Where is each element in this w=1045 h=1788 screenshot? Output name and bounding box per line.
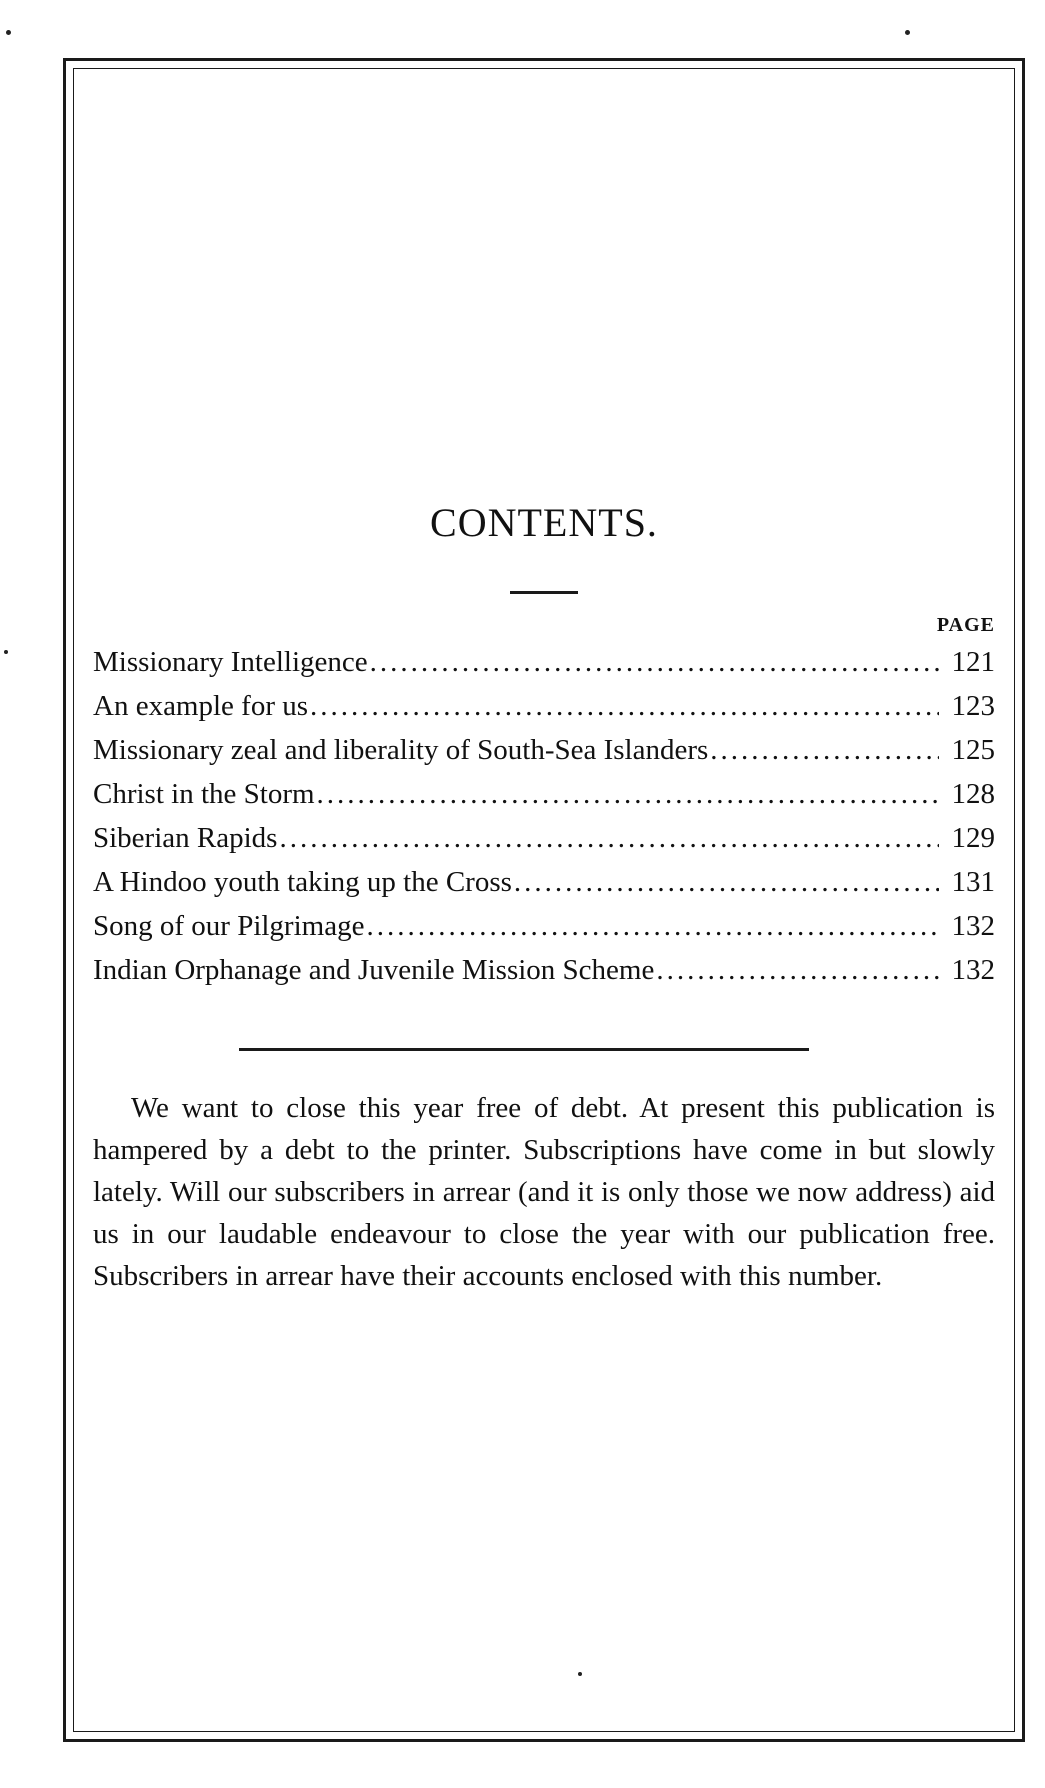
print-speck [6,30,11,35]
debt-notice-paragraph: We want to close this year free of debt. At present this publication is hampered by a debt to the printer. Subscriptions have come in but slowly lately. Will our subscribers in arrear (and it is only those we now address) aid us in our laudable endeavour to close the year with our publication free. Subscribers in arrear have their accounts enclosed with this number. [93,1091,995,1292]
toc-entry [93,640,995,684]
dot-leader [656,948,939,992]
toc-entry-page: 123 [951,690,995,722]
toc-entry-page: 131 [951,866,995,898]
toc-entry-title: A Hindoo youth taking up the Cross [93,866,512,898]
toc-entry-page: 128 [951,778,995,810]
toc-entry-title: Christ in the Storm [93,778,315,810]
print-speck [4,650,8,654]
toc-entry-title: Song of our Pilgrimage [93,910,365,942]
title-rule [510,591,578,594]
dot-leader [317,772,939,816]
dot-leader [366,904,939,948]
toc-entry [93,860,995,904]
dot-leader [710,728,939,772]
page-content [93,495,995,1297]
toc-entry-title: Indian Orphanage and Juvenile Mission Scheme [93,954,655,986]
toc-entry-title: Missionary zeal and liberality of South-Sea Islanders [93,734,709,766]
page-column-label: PAGE [936,614,995,636]
dot-leader [279,816,939,860]
toc-entry [93,772,995,816]
toc-entry [93,948,995,992]
table-of-contents [93,640,995,992]
toc-entry [93,904,995,948]
toc-entry-title: Siberian Rapids [93,822,278,854]
section-rule [239,1048,809,1051]
toc-entry [93,684,995,728]
toc-entry [93,816,995,860]
contents-title: CONTENTS. [430,500,658,545]
toc-entry [93,728,995,772]
toc-entry-page: 129 [951,822,995,854]
dot-leader [370,640,939,684]
toc-entry-page: 125 [951,734,995,766]
toc-entry-title: Missionary Intelligence [93,646,368,678]
toc-entry-page: 132 [951,954,995,986]
toc-entry-page: 121 [951,646,995,678]
dot-leader [514,860,939,904]
toc-entry-title: An example for us [93,690,309,722]
dot-leader [310,684,939,728]
print-speck [905,30,910,35]
toc-entry-page: 132 [951,910,995,942]
